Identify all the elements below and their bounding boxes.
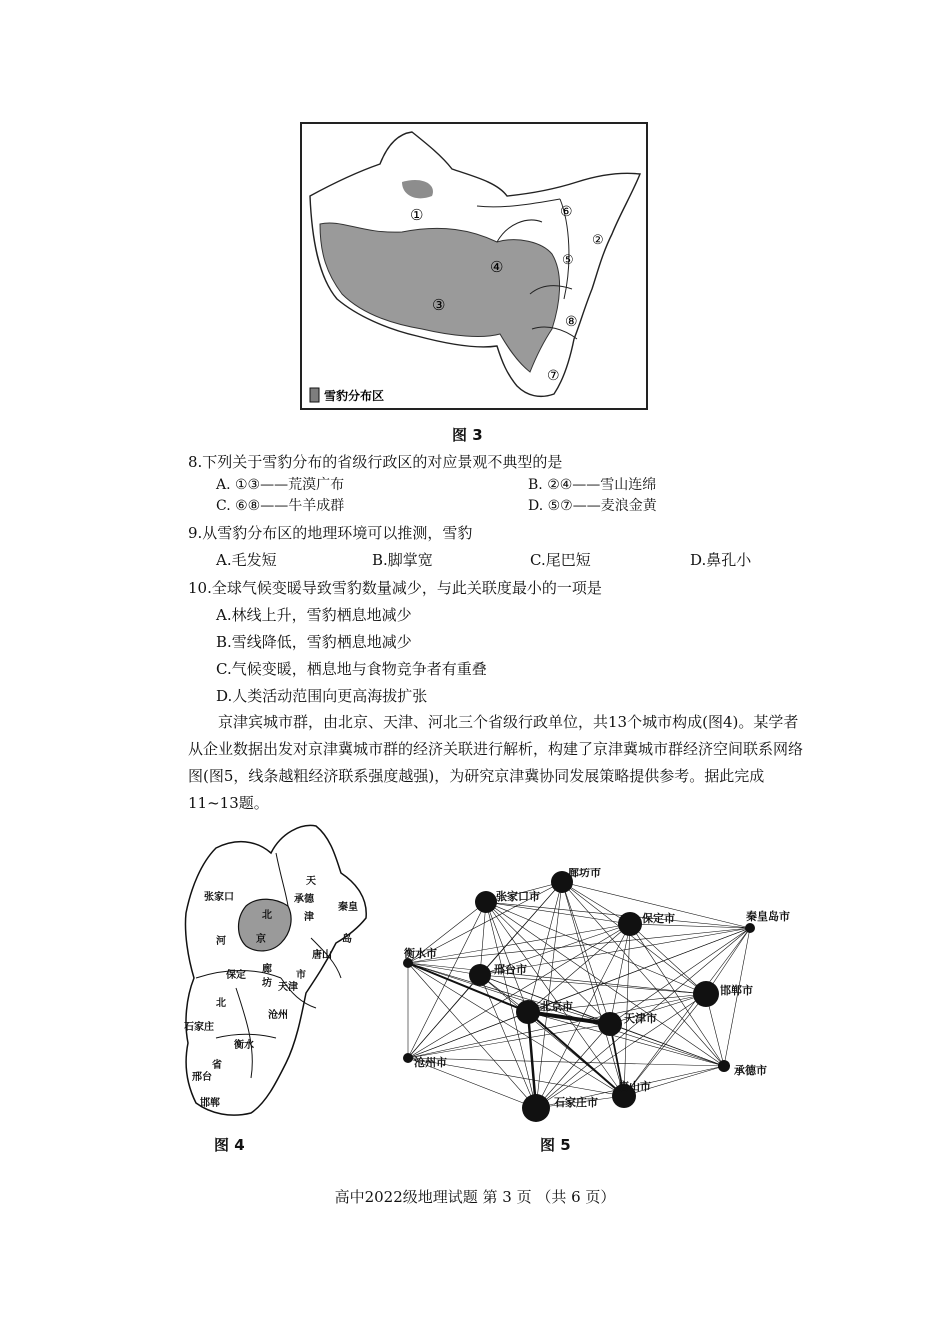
label-handan: 邯郸: [200, 1098, 220, 1109]
question-9-option-c: C.尾巴短: [530, 551, 591, 569]
marker-2: ②: [592, 233, 604, 248]
city-node: [522, 1094, 550, 1122]
label-zhangjiakou: 张家口: [204, 892, 234, 903]
question-8-stem: 8.下列关于雪豹分布的省级行政区的对应景观不典型的是: [188, 453, 563, 471]
question-9-stem: 9.从雪豹分布区的地理环境可以推测，雪豹: [188, 524, 473, 542]
city-label: 邢台市: [494, 963, 527, 976]
network-link: [724, 928, 750, 1066]
city-label: 承德市: [734, 1064, 767, 1077]
figure-3-caption: 图 3: [452, 426, 483, 444]
page-footer: 高中2022级地理试题 第 3 页 （共 6 页）: [334, 1188, 616, 1206]
label-tian: 天: [306, 876, 316, 887]
city-label: 邯郸市: [720, 984, 753, 997]
label-shijiazhuang: 石家庄: [184, 1022, 214, 1033]
question-10-option-b: B.雪线降低，雪豹栖息地减少: [216, 633, 412, 651]
economic-network-svg: [384, 868, 790, 1130]
city-label: 沧州市: [414, 1056, 447, 1069]
question-8-option-d: D. ⑤⑦——麦浪金黄: [528, 498, 657, 514]
network-link: [486, 902, 630, 924]
question-10-stem: 10.全球气候变暖导致雪豹数量减少，与此关联度最小的一项是: [188, 579, 602, 597]
city-node: [516, 1000, 540, 1024]
jingjinji-map-svg: [176, 818, 374, 1128]
marker-4: ④: [490, 258, 504, 276]
marker-8: ⑧: [565, 314, 578, 330]
figure-5-caption: 图 5: [540, 1136, 571, 1154]
label-tianjin: 天津: [278, 982, 298, 993]
question-10-option-a: A.林线上升，雪豹栖息地减少: [216, 606, 412, 624]
city-node: [718, 1060, 730, 1072]
marker-6: ⑥: [560, 204, 573, 220]
city-label: 唐山市: [618, 1080, 651, 1093]
label-baoding: 保定: [226, 970, 246, 981]
city-label: 廊坊市: [568, 868, 601, 879]
network-link: [408, 1024, 610, 1058]
city-node: [745, 923, 755, 933]
label-jing: 京: [256, 934, 266, 945]
network-link: [480, 975, 706, 994]
label-bei-2: 北: [216, 998, 226, 1009]
city-label: 北京市: [540, 1000, 573, 1013]
figure-4-caption: 图 4: [214, 1136, 245, 1154]
label-jin: 津: [304, 912, 314, 923]
network-link: [528, 1012, 536, 1108]
label-sheng: 省: [212, 1060, 222, 1071]
city-node: [475, 891, 497, 913]
question-8-option-b: B. ②④——雪山连绵: [528, 477, 657, 493]
city-node: [469, 964, 491, 986]
label-qinhuang: 秦皇: [338, 902, 358, 913]
question-9-option-a: A.毛发短: [216, 551, 277, 569]
figure-5-network: [384, 868, 790, 1130]
label-bei: 北: [262, 910, 272, 921]
network-link: [408, 1012, 528, 1058]
label-chengde: 承德: [294, 894, 314, 905]
network-link: [408, 1058, 724, 1066]
label-dao: 岛: [342, 934, 352, 945]
city-label: 秦皇岛市: [746, 910, 790, 923]
network-link: [562, 882, 706, 994]
city-node: [618, 912, 642, 936]
marker-1: ①: [410, 206, 424, 224]
question-8-option-a: A. ①③——荒漠广布: [216, 477, 345, 493]
distribution-region-west: [402, 180, 433, 198]
city-label: 衡水市: [404, 947, 437, 960]
city-label: 张家口市: [496, 890, 540, 903]
network-link: [480, 975, 536, 1108]
question-8-option-c: C. ⑥⑧——牛羊成群: [216, 498, 345, 514]
label-xingtai: 邢台: [192, 1072, 212, 1083]
network-link: [486, 902, 750, 928]
network-nodes: [403, 868, 790, 1122]
city-node: [598, 1012, 622, 1036]
question-10-option-c: C.气候变暖，栖息地与食物竞争者有重叠: [216, 660, 487, 678]
marker-5: ⑤: [562, 253, 574, 268]
network-link: [408, 975, 480, 1058]
question-9-option-b: B.脚掌宽: [372, 551, 433, 569]
marker-3: ③: [432, 296, 446, 314]
figure-3-map: [300, 122, 648, 410]
passage: [188, 709, 810, 817]
city-label: 天津市: [624, 1012, 657, 1025]
network-link: [536, 882, 562, 1108]
city-node: [693, 981, 719, 1007]
city-node: [403, 1053, 413, 1063]
network-link: [486, 902, 724, 1066]
network-link: [562, 882, 724, 1066]
network-link: [610, 1024, 724, 1066]
label-lang: 廊: [262, 964, 272, 975]
question-9-option-d: D.鼻孔小: [690, 551, 752, 569]
question-10-option-d: D.人类活动范围向更高海拔扩张: [216, 687, 428, 705]
label-cangzhou: 沧州: [268, 1010, 288, 1021]
hebei-outline: [185, 825, 366, 1115]
figure-4-map: [176, 818, 374, 1128]
passage-text: 京津宾城市群，由北京、天津、河北三个省级行政单位，共13个城市构成(图4)。某学者从企业数据出发对京津冀城市群的经济关联进行解析，构建了京津冀城市群经济空间联系网络图(图5，线条越粗经济联系强度越强)，为研究京津冀协同发展策略提供参考。据此完成11~13题。: [188, 713, 804, 812]
marker-7: ⑦: [547, 368, 560, 384]
label-hengshui: 衡水: [234, 1040, 254, 1051]
legend-label: 雪豹分布区: [324, 389, 385, 403]
label-shi: 市: [296, 970, 306, 981]
network-link: [408, 963, 706, 994]
city-label: 保定市: [642, 912, 675, 925]
legend-swatch: [310, 388, 319, 402]
snow-leopard-map-svg: [302, 124, 646, 408]
label-he: 河: [216, 936, 226, 947]
network-link: [610, 928, 750, 1024]
city-label: 石家庄市: [554, 1096, 598, 1109]
label-tangshan: 唐山: [312, 950, 332, 961]
label-fang: 坊: [262, 978, 272, 989]
